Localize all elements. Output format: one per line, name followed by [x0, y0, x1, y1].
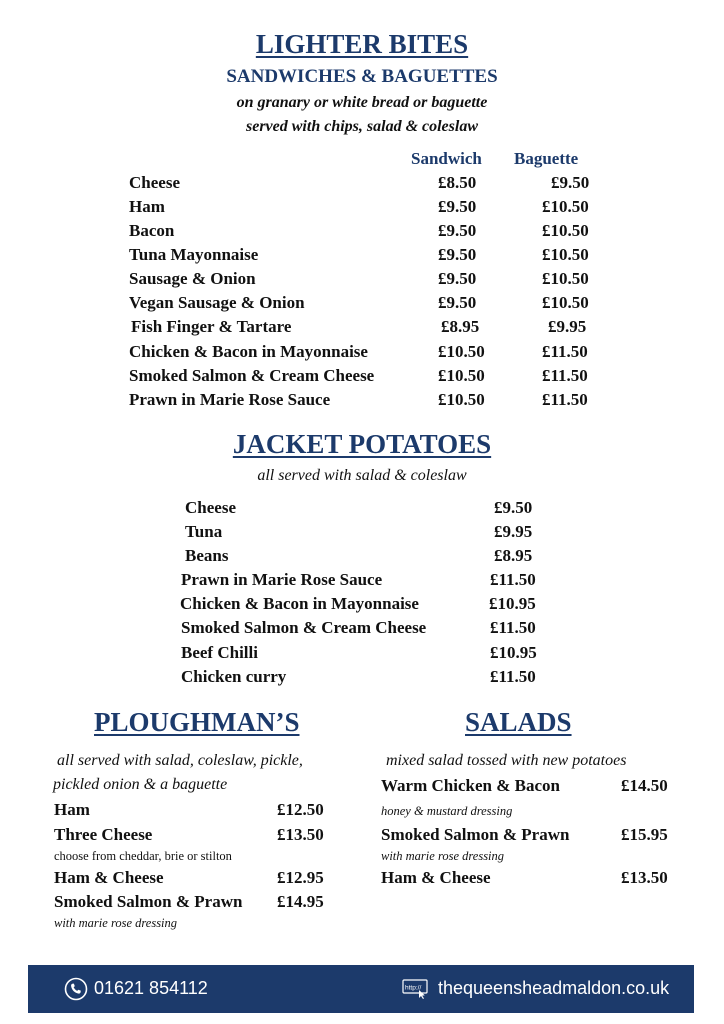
ploughmans-description-line1: all served with salad, coleslaw, pickle, [57, 752, 303, 769]
list-item-price: £8.95 [494, 546, 533, 565]
sandwich-price: £8.50 [438, 173, 477, 192]
list-item-name: Cheese [129, 173, 180, 192]
list-item-price: £10.95 [490, 643, 537, 662]
salads-title: SALADS [465, 707, 572, 737]
sides-description: served with chips, salad & coleslaw [246, 118, 478, 135]
baguette-price: £10.50 [542, 293, 589, 312]
list-item-name: Chicken curry [181, 667, 287, 686]
salads-description: mixed salad tossed with new potatoes [386, 752, 627, 769]
list-item-name: Sausage & Onion [129, 269, 256, 288]
list-item-name: Smoked Salmon & Prawn [54, 892, 243, 911]
contact-footer [28, 965, 694, 1013]
list-item-note: honey & mustard dressing [381, 804, 513, 818]
sandwich-price: £9.50 [438, 293, 477, 312]
sandwich-price: £9.50 [438, 245, 477, 264]
baguette-price: £10.50 [542, 221, 589, 240]
lighter-bites-title: LIGHTER BITES [255, 29, 469, 59]
list-item-name: Tuna Mayonnaise [129, 245, 259, 264]
list-item-name: Beef Chilli [181, 643, 258, 662]
list-item-name: Smoked Salmon & Cream Cheese [181, 618, 427, 637]
jacket-potatoes-description: all served with salad & coleslaw [257, 467, 467, 484]
list-item-name: Ham [54, 800, 90, 819]
list-item-price: £9.95 [494, 522, 533, 541]
list-item-name: Ham & Cheese [54, 868, 164, 887]
list-item-name: Chicken & Bacon in Mayonnaise [180, 594, 419, 613]
ploughmans-title: PLOUGHMAN’S [94, 707, 300, 737]
sandwich-price: £8.95 [441, 317, 480, 336]
list-item-name: Cheese [185, 498, 236, 517]
list-item-price: £15.95 [621, 825, 668, 844]
web-icon [402, 979, 428, 1004]
list-item-name: Prawn in Marie Rose Sauce [129, 390, 331, 409]
sandwiches-subtitle: SANDWICHES & BAGUETTES [226, 66, 498, 87]
list-item-price: £14.95 [277, 892, 324, 911]
list-item-price: £9.50 [494, 498, 533, 517]
list-item-name: Ham [129, 197, 165, 216]
list-item-name: Beans [185, 546, 229, 565]
sandwich-price: £10.50 [438, 342, 485, 361]
list-item-note: with marie rose dressing [381, 849, 505, 863]
list-item-price: £10.95 [489, 594, 536, 613]
list-item-name: Smoked Salmon & Prawn [381, 825, 570, 844]
list-item-price: £11.50 [490, 667, 536, 686]
http-label: http:// [405, 984, 422, 992]
list-item-price: £14.50 [621, 776, 668, 795]
website-link[interactable]: thequeensheadmaldon.co.uk [438, 978, 670, 998]
list-item-name: Smoked Salmon & Cream Cheese [129, 366, 375, 385]
phone-number[interactable]: 01621 854112 [94, 978, 208, 998]
bread-description: on granary or white bread or baguette [236, 94, 488, 111]
list-item-name: Vegan Sausage & Onion [129, 293, 305, 312]
sandwich-price: £10.50 [438, 390, 485, 409]
jacket-potatoes-title: JACKET POTATOES [232, 429, 492, 459]
list-item-name: Ham & Cheese [381, 868, 491, 887]
phone-icon [64, 977, 88, 1006]
baguette-price: £11.50 [542, 342, 588, 361]
list-item-name: Fish Finger & Tartare [131, 317, 292, 336]
list-item-name: Prawn in Marie Rose Sauce [181, 570, 383, 589]
ploughmans-description-line2: pickled onion & a baguette [53, 776, 228, 793]
baguette-column-header: Baguette [514, 149, 579, 168]
list-item-price: £12.95 [277, 868, 324, 887]
sandwich-price: £9.50 [438, 221, 477, 240]
list-item-price: £11.50 [490, 618, 536, 637]
baguette-price: £9.50 [551, 173, 590, 192]
sandwich-column-header: Sandwich [411, 149, 482, 168]
list-item-price: £11.50 [490, 570, 536, 589]
list-item-name: Three Cheese [54, 825, 153, 844]
baguette-price: £10.50 [542, 269, 589, 288]
baguette-price: £10.50 [542, 245, 589, 264]
baguette-price: £11.50 [542, 366, 588, 385]
sandwich-price: £9.50 [438, 269, 477, 288]
sandwich-price: £10.50 [438, 366, 485, 385]
list-item-name: Bacon [129, 221, 175, 240]
list-item-price: £13.50 [277, 825, 324, 844]
list-item-name: Chicken & Bacon in Mayonnaise [129, 342, 368, 361]
baguette-price: £10.50 [542, 197, 589, 216]
sandwich-price: £9.50 [438, 197, 477, 216]
baguette-price: £11.50 [542, 390, 588, 409]
list-item-name: Warm Chicken & Bacon [381, 776, 560, 795]
list-item-price: £13.50 [621, 868, 668, 887]
list-item-note: with marie rose dressing [54, 916, 178, 930]
baguette-price: £9.95 [548, 317, 587, 336]
list-item-note: choose from cheddar, brie or stilton [54, 849, 232, 863]
list-item-name: Tuna [185, 522, 223, 541]
list-item-price: £12.50 [277, 800, 324, 819]
